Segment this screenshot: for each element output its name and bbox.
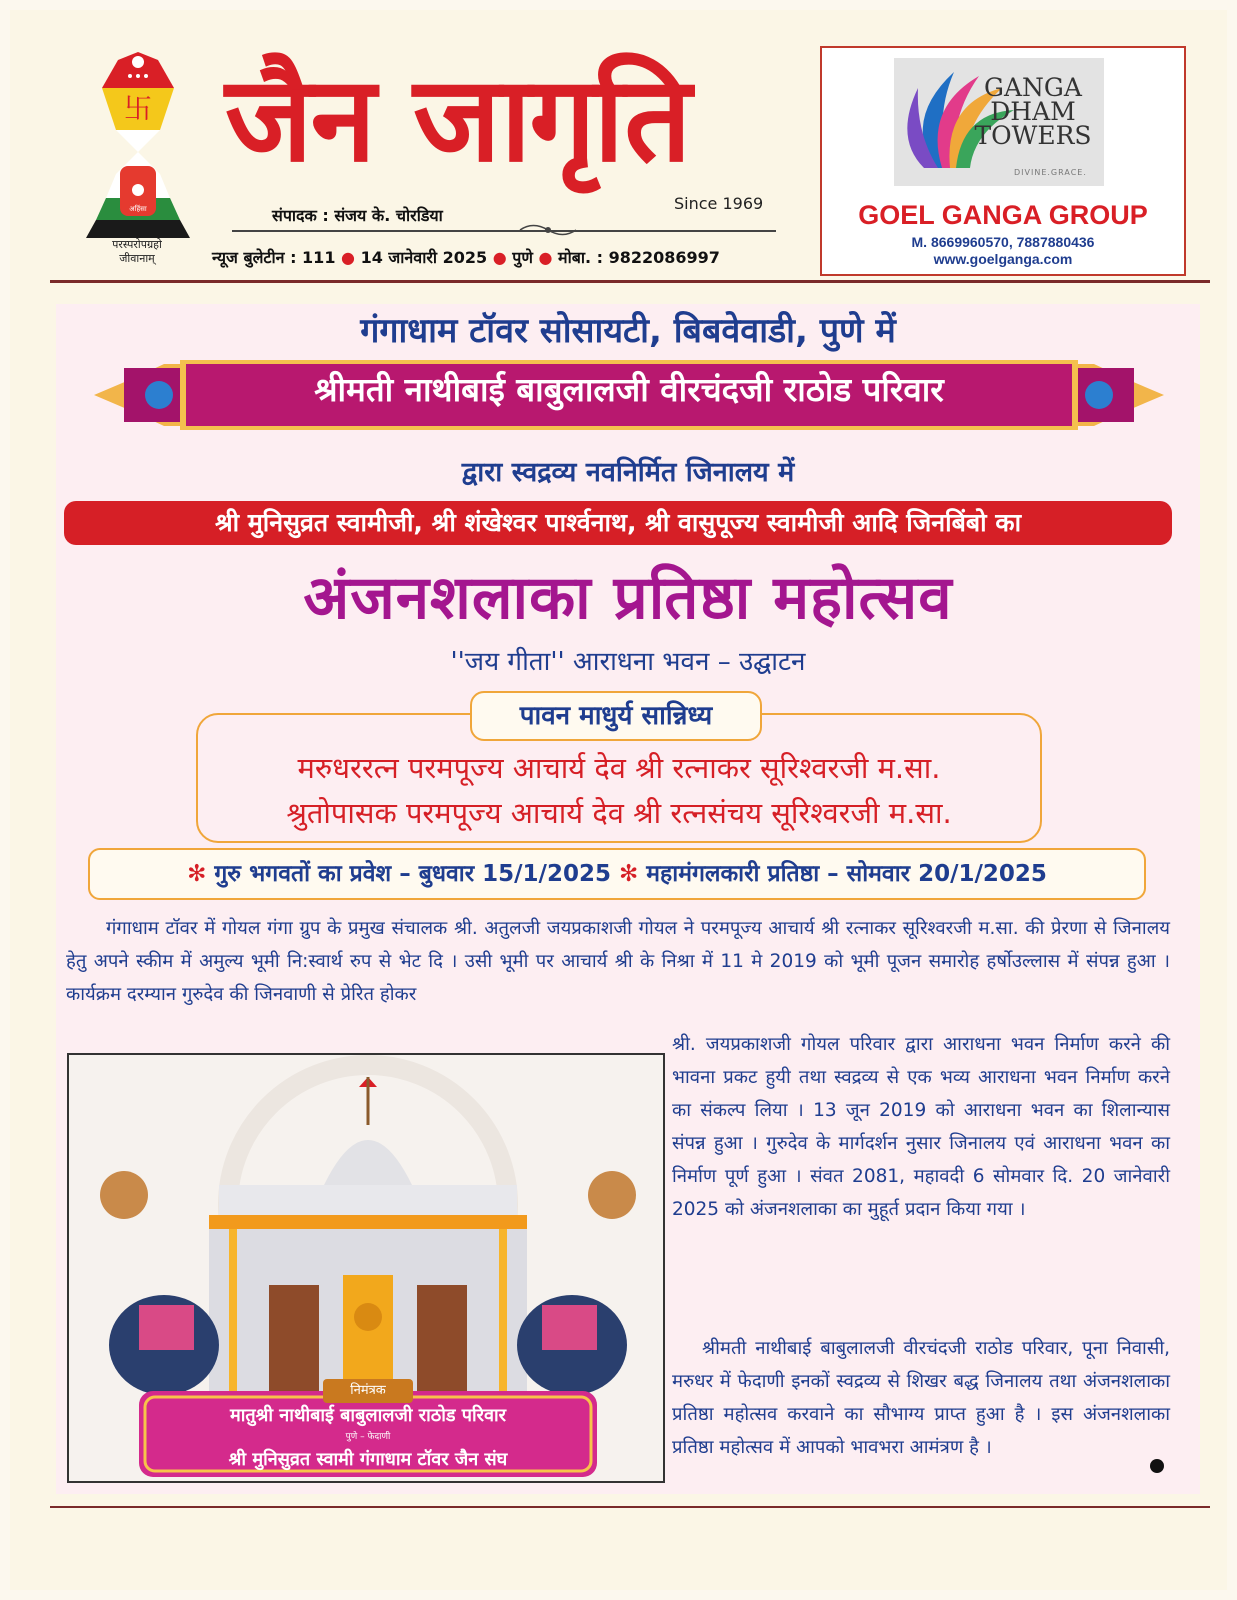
logo-tagline: DIVINE.GRACE. [1014, 168, 1087, 177]
emblem-caption-line-1: परस्परोपग्रहो [112, 238, 162, 251]
emblem-caption [82, 238, 192, 266]
emblem-word: अहिंसा [129, 205, 147, 213]
entry-date: गुरु भगवतों का प्रवेश – बुधवार 15/1/2025 [214, 861, 611, 887]
temple-photo [67, 1053, 665, 1483]
bulletin-date: 14 जानेवारी 2025 [360, 248, 488, 267]
asterisk-icon: ✻ [187, 861, 215, 887]
separator-dot-icon: ● [341, 248, 361, 267]
separator-dot-icon: ● [492, 248, 513, 267]
festival-title: अंजनशलाका प्रतिष्ठा महोत्सव [303, 563, 953, 633]
family-banner-text: श्रीमती नाथीबाई बाबुलालजी वीरचंदजी राठोड परिवार [314, 370, 944, 409]
ganga-dham-logo [894, 58, 1104, 186]
guru-line-1: मरुधररत्न परमपूज्य आचार्य देव श्री रत्नाकर सूरिश्वरजी म.सा. [297, 751, 941, 785]
bhavan-inauguration: ''जय गीता'' आराधना भवन – उद्घाटन [450, 647, 806, 677]
asterisk-icon: ✻ [619, 861, 647, 887]
article-paragraph-1: गंगाधाम टॉवर में गोयल गंगा ग्रुप के प्रमुख संचालक श्री. अतुलजी जयप्रकाशजी गोयल ने परमपूज्य आचार्य श्री रत्नाकर सूरिश्वरजी म.सा. की प्रेरणा से जिनालय हेतु अपने स्कीम में अमुल्य भूमी नि:स्वार्थ रुप से भेट दि । उसी भूमी पर आचार्य श्री के निश्रा में 11 मे 2019 को भूमी पूजन समारोह हर्षोउल्लास में संपन्न हुआ । कार्यक्रम दरम्यान गुरुदेव की जिनवाणी से प्रेरित होकर [66, 918, 1170, 1005]
company-name: GOEL GANGA GROUP [858, 200, 1148, 230]
flourish-ornament-icon [518, 221, 578, 239]
event-dates-bar [88, 848, 1146, 900]
emblem-caption-line-2: जीवानाम् [119, 252, 155, 265]
venue-heading: गंगाधाम टॉवर सोसायटी, बिबवेवाडी, पुणे में [360, 311, 896, 351]
bulletin-city: पुणे [512, 248, 533, 267]
header-divider [50, 280, 1210, 283]
presence-label: पावन माधुर्य सान्निध्य [470, 691, 762, 741]
idols-banner: श्री मुनिसुव्रत स्वामीजी, श्री शंखेश्वर पार्श्वनाथ, श्री वासुपूज्य स्वामीजी आदि जिनबिंबो का [64, 501, 1172, 545]
svg-text:卐: 卐 [123, 92, 153, 125]
invite-family: मातुश्री नाथीबाई बाबुलालजी राठोड परिवार [229, 1405, 507, 1426]
invite-place: पुणे – फेदाणी [345, 1432, 391, 1442]
end-bullet-icon [1150, 1459, 1164, 1473]
newspaper-title: जैन जागृति [225, 49, 690, 188]
bulletin-number: न्यूज बुलेटीन : 111 [212, 248, 336, 267]
company-website[interactable]: www.goelganga.com [933, 251, 1073, 267]
since-label: Since 1969 [674, 194, 764, 213]
masthead-rule [232, 230, 776, 232]
guru-line-2: श्रुतोपासक परमपूज्य आचार्य देव श्री रत्नसंचय सूरिश्वरजी म.सा. [286, 796, 952, 830]
invite-label: निमंत्रक [323, 1379, 413, 1403]
footer-divider [50, 1506, 1210, 1508]
editor-line: संपादक : संजय के. चोरडिया [272, 206, 443, 225]
by-line: द्वारा स्वद्रव्य नवनिर्मित जिनालय में [461, 457, 795, 488]
article-paragraph-3: श्रीमती नाथीबाई बाबुलालजी वीरचंदजी राठोड परिवार, पूना निवासी, मरुधर में फेदाणी इनकों स्वद्रव्य से शिखर बद्ध जिनालय तथा अंजनशलाका प्रतिष्ठा महोत्सव करवाने का सौभाग्य प्राप्त हुआ है । इस अंजनशलाका प्रतिष्ठा महोत्सव में आपको भावभरा आमंत्रण है । [672, 1338, 1170, 1458]
pratishtha-date: महामंगलकारी प्रतिष्ठा – सोमवार 20/1/2025 [646, 861, 1047, 887]
bulletin-line [212, 246, 720, 268]
company-phone: M. 8669960570, 7887880436 [911, 234, 1095, 250]
goel-ganga-ad[interactable] [820, 46, 1186, 276]
logo-text: GANGA DHAM TOWERS [974, 73, 1092, 150]
bulletin-mobile: मोबा. : 9822086997 [558, 248, 720, 267]
separator-dot-icon: ● [538, 248, 558, 267]
invite-sangh: श्री मुनिसुव्रत स्वामी गंगाधाम टॉवर जैन संघ [228, 1449, 508, 1470]
article-paragraph-2: श्री. जयप्रकाशजी गोयल परिवार द्वारा आराधना भवन निर्माण करने की भावना प्रकट हुयी तथा स्वद्रव्य से एक भव्य आराधना भवन निर्माण करने का संकल्प लिया । 13 जून 2019 को आराधना भवन का शिलान्यास संपन्न हुआ । गुरुदेव के मार्गदर्शन नुसार जिनालय एवं आराधना भवन का निर्माण पूर्ण हुआ । संवत 2081, महावदी 6 सोमवार दि. 20 जानेवारी 2025 को अंजनशलाका का मुहूर्त प्रदान किया गया । [672, 1034, 1170, 1220]
